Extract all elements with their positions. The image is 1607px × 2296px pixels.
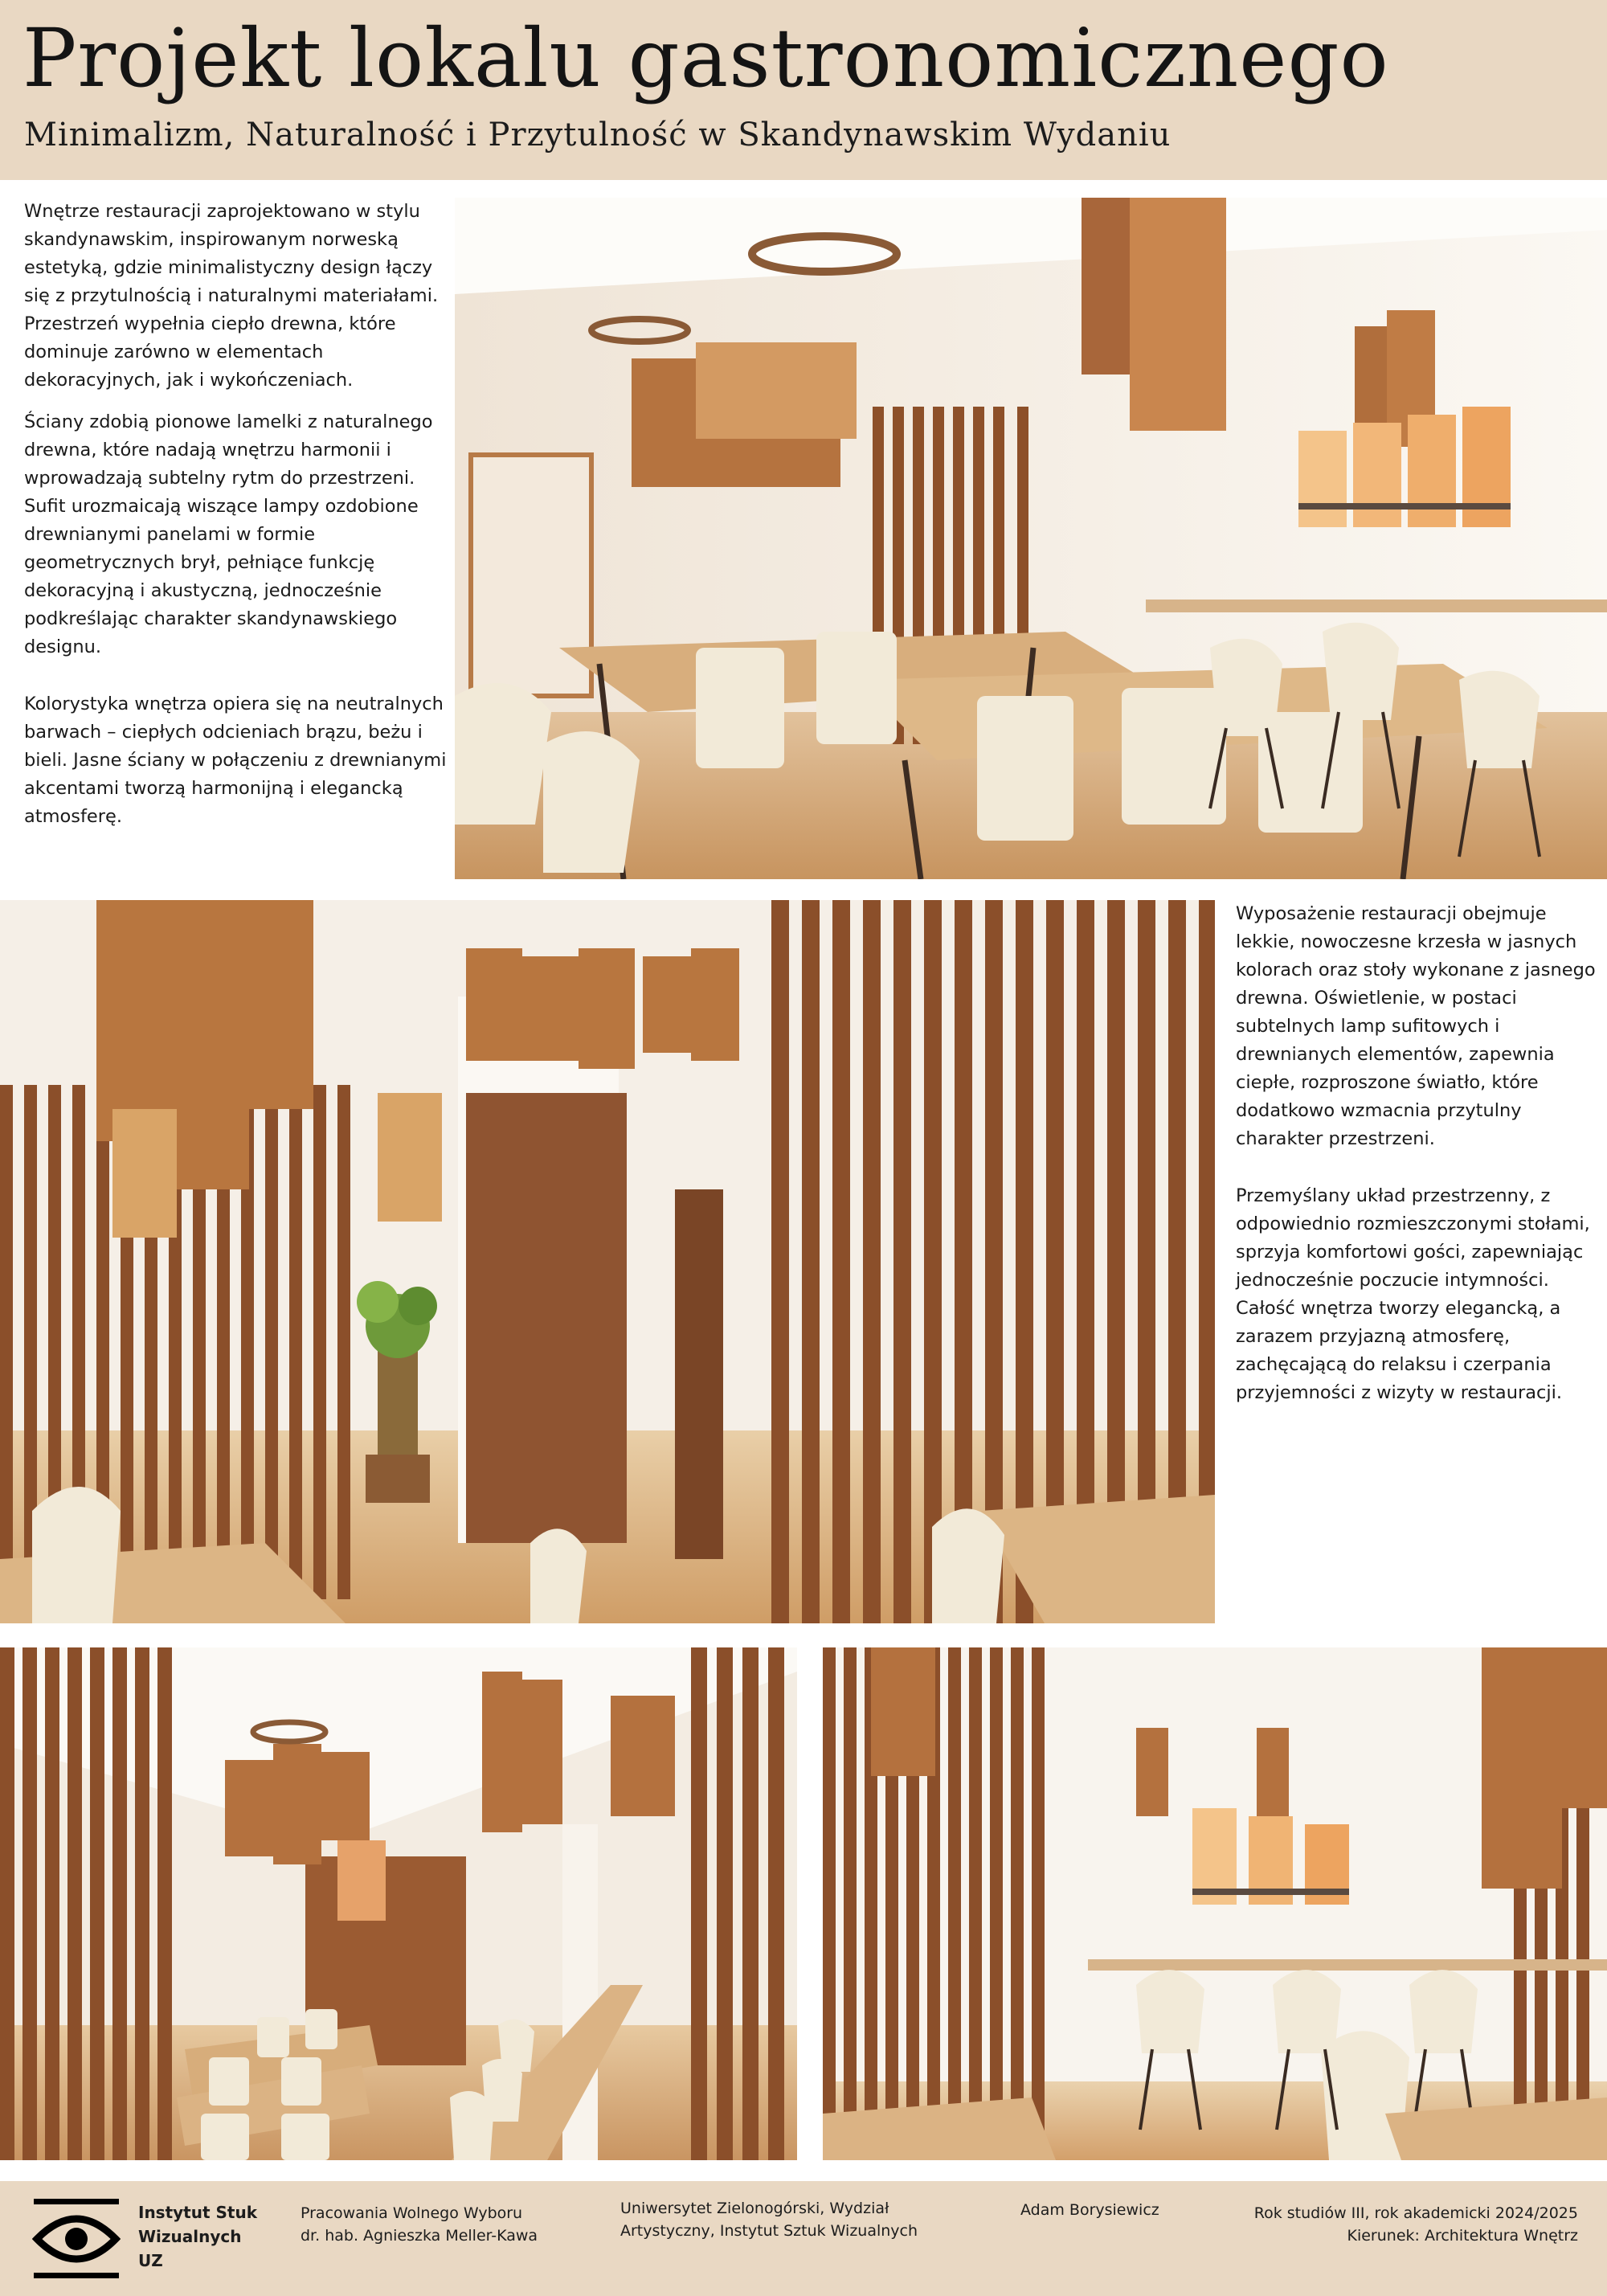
institute-line-3: UZ <box>138 2251 163 2270</box>
year-line-1: Rok studiów III, rok akademicki 2024/2025 <box>1253 2204 1578 2222</box>
year-line-2: Kierunek: Architektura Wnętrz <box>1347 2227 1578 2245</box>
intro-paragraph-1: Wnętrze restauracji zaprojektowano w stylu skandynawskim, inspirowanym norweską estetyką, gdzie minimalistyczny design łączy się z przytulnością i naturalnymi materiałami. Przestrzeń wypełnia ciepło drewna, które dominuje zarówno w elementach dekoracyjnych, jak i wykończeniach. <box>24 201 439 391</box>
render-dining-overview <box>455 198 1607 879</box>
render-entrance-slats <box>0 900 1215 1623</box>
render-dining-perspective <box>0 1647 797 2160</box>
institute-line-1: Instytut Stuk <box>138 2203 258 2222</box>
workshop-line-1: Pracowania Wolnego Wyboru <box>301 2204 523 2222</box>
details-paragraph-1: Wyposażenie restauracji obejmuje lekkie, nowoczesne krzesła w jasnych kolorach oraz stoły wykonane z jasnego drewna. Oświetlenie, w postaci subtelnych lamp sufitowych i drewnianych elementów, zapewnia ciepłe, rozproszone światło, które dodatkowo wzmacnia przytulny charakter przestrzeni. <box>1236 903 1596 1149</box>
intro-paragraph-3: Kolorystyka wnętrza opiera się na neutralnych barwach – ciepłych odcieniach brązu, beżu i bieli. Jasne ściany w połączeniu z drewnianymi akcentami tworzą harmonijną i elegancką atmosferę. <box>24 694 447 827</box>
university-line-1: Uniwersytet Zielonogórski, Wydział <box>620 2200 889 2217</box>
intro-paragraph-2: Ściany zdobią pionowe lamelki z naturalnego drewna, które nadają wnętrzu harmonii i wprowadzają subtelny rytm do przestrzeni. Sufit urozmaicają wiszące lampy ozdobione drewnianymi panelami w formie geometrycznych brył, pełniące funkcję dekoracyjną i akustyczną, jednocześnie podkreślając charakter skandynawskiego designu. <box>24 411 433 657</box>
author-name: Adam Borysiewicz <box>1020 2201 1159 2219</box>
year-info <box>1200 2202 1578 2247</box>
page-title: Projekt lokalu gastronomicznego <box>22 11 1389 105</box>
eye-logo-icon <box>32 2199 121 2279</box>
institute-line-2: Wizualnych <box>138 2227 242 2246</box>
render-bar-counter <box>823 1647 1607 2160</box>
workshop-info <box>301 2202 590 2247</box>
details-text <box>1236 900 1597 1421</box>
header-band <box>0 0 1607 180</box>
university-line-2: Artystyczny, Instytut Sztuk Wizualnych <box>620 2222 918 2240</box>
details-paragraph-2: Przemyślany układ przestrzenny, z odpowiednio rozmieszczonymi stołami, sprzyja komfortowi gości, zapewniając jednocześnie poczucie intymności. Całość wnętrza tworzy elegancką, a zarazem przyjazną atmosferę, zachęcającą do relaksu i czerpania przyjemności z wizyty w restauracji. <box>1236 1185 1590 1403</box>
workshop-line-2: dr. hab. Agnieszka Meller-Kawa <box>301 2227 538 2245</box>
page-subtitle: Minimalizm, Naturalność i Przytulność w Skandynawskim Wydaniu <box>24 117 1172 153</box>
intro-text <box>24 198 458 845</box>
footer-band <box>0 2181 1607 2296</box>
university-info <box>620 2197 958 2242</box>
institute-name <box>138 2200 283 2273</box>
